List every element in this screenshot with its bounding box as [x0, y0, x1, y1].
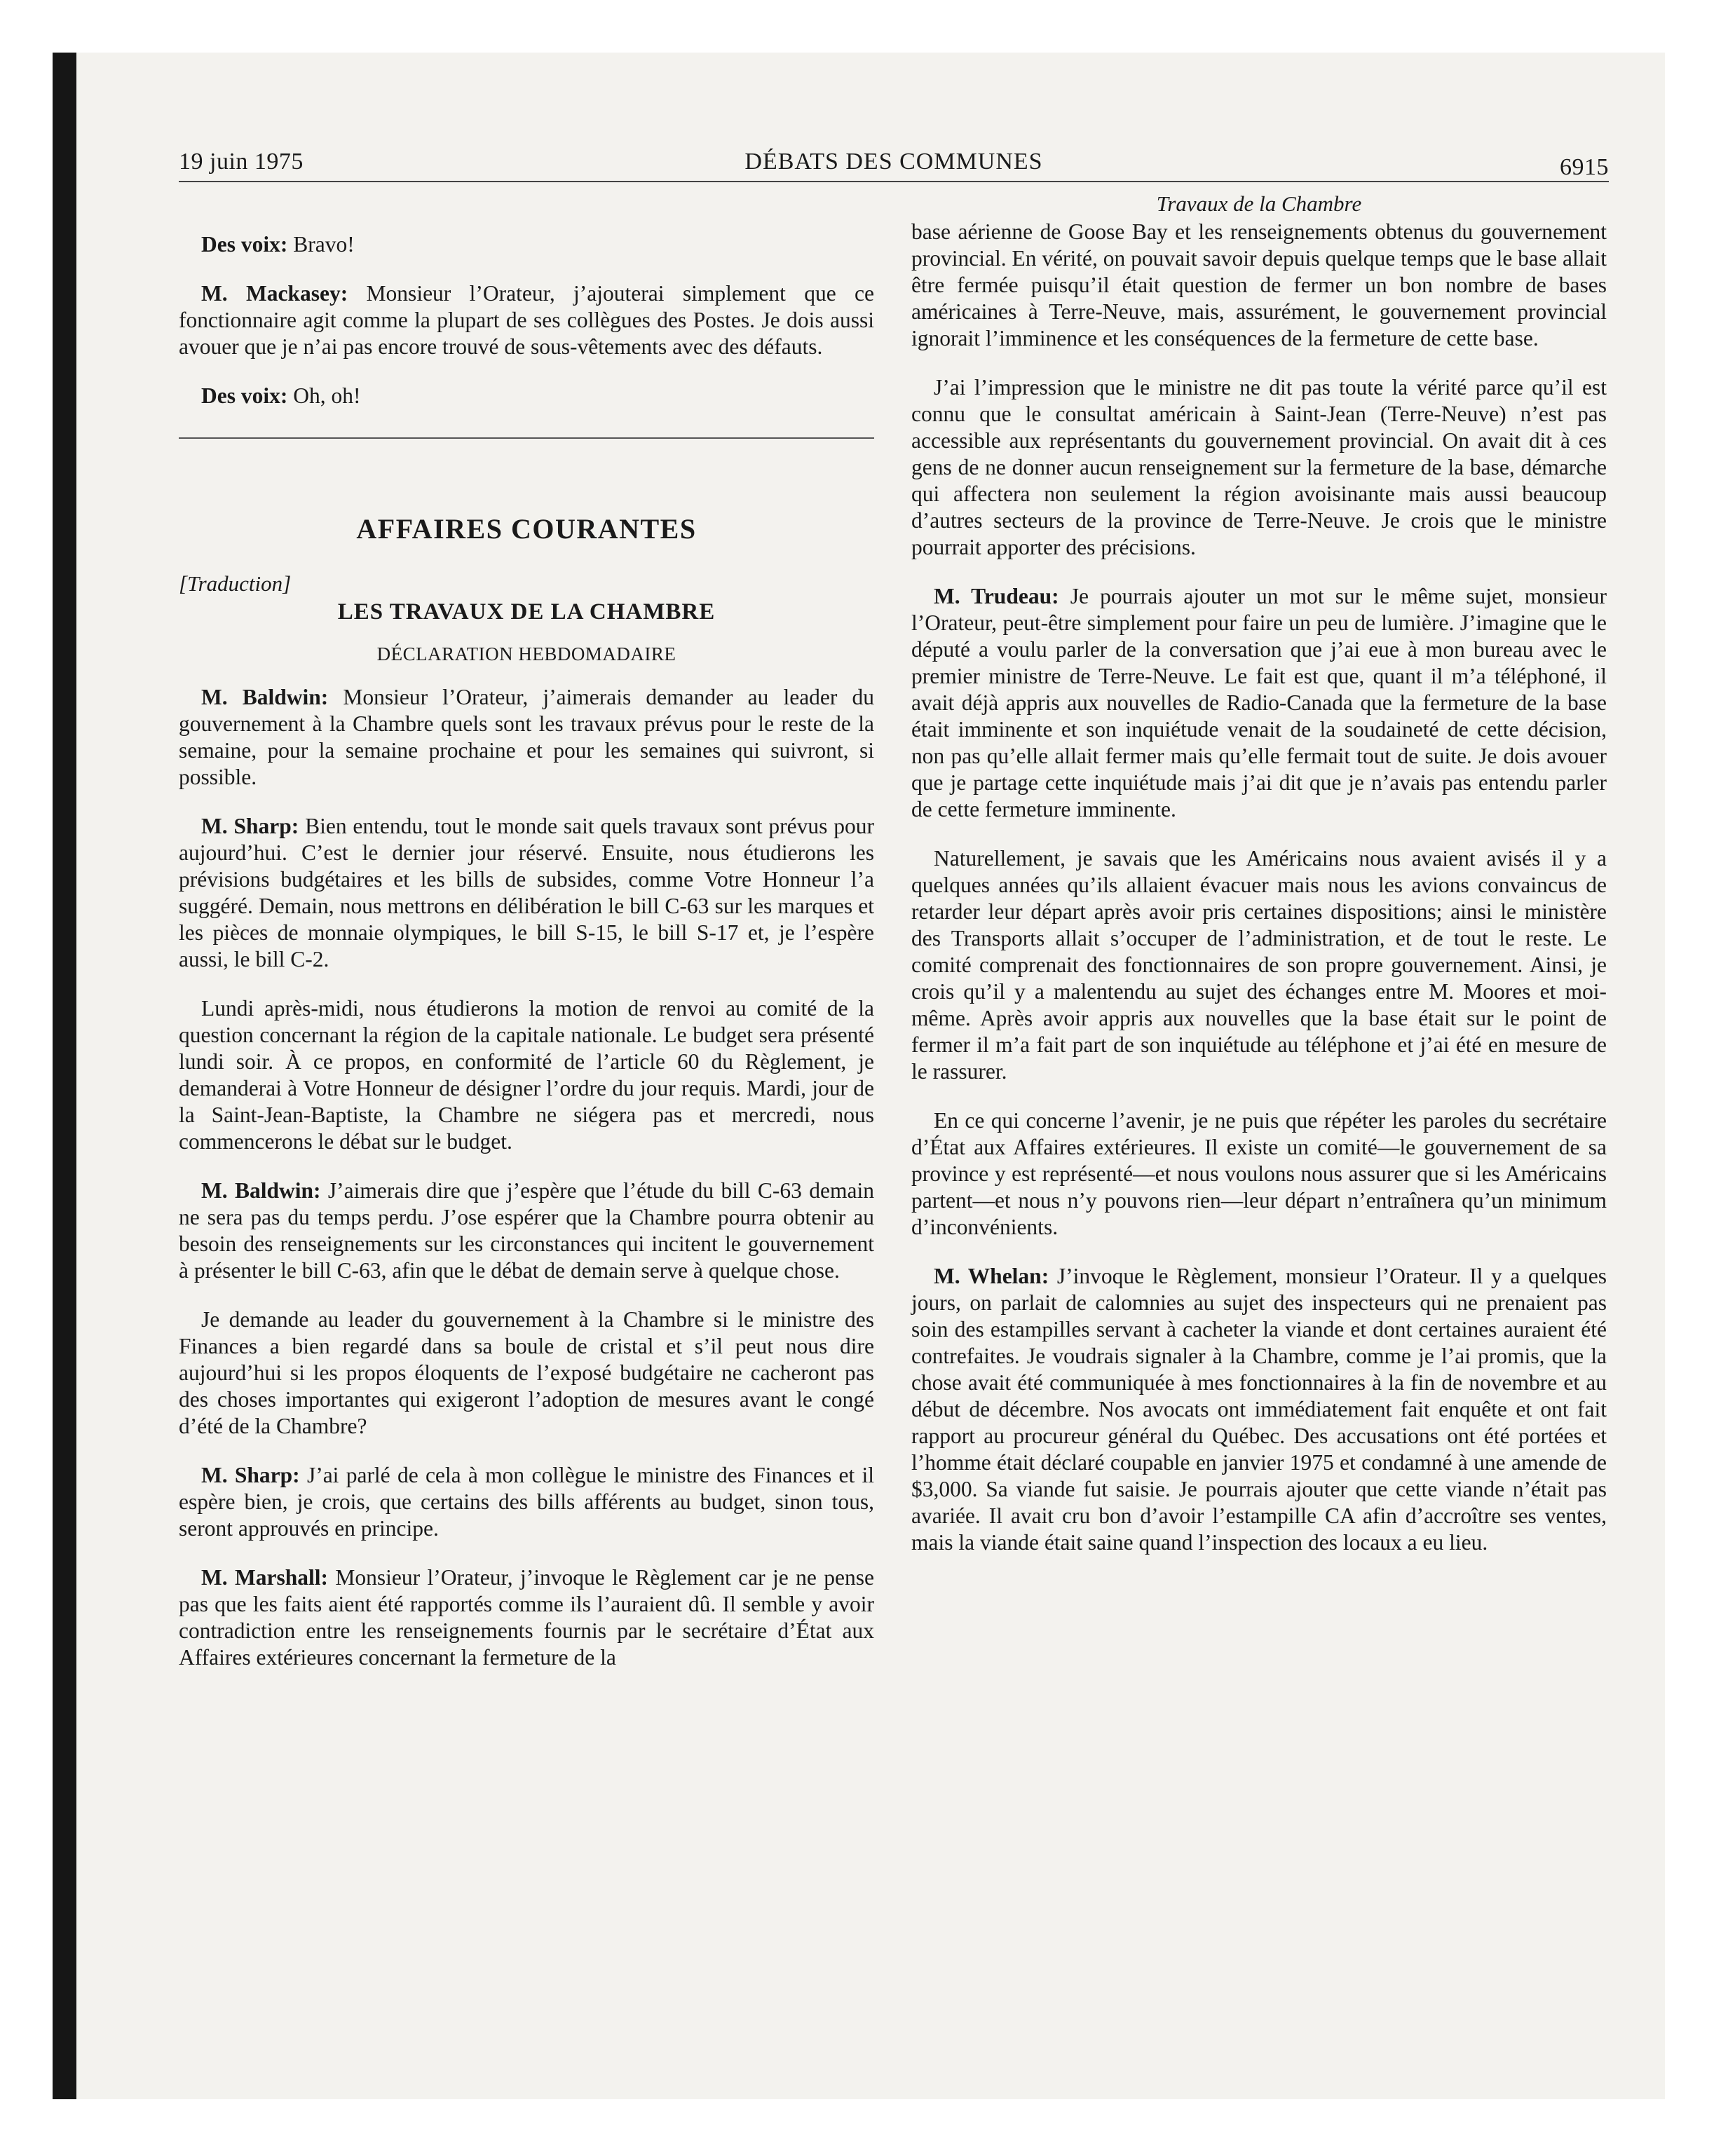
paragraph: base aérienne de Goose Bay et les renseignements obtenus du gouvernement provincial. En vérité, on pouvait savoir depuis quelque temps que le base allait être fermée puisqu’il était question de fermer un bon nombre de bases américaines à Terre-Neuve, mais, assurément, le gouvernement provincial ignorait l’imminence et les conséquences de la fermeture de cette base. — [911, 219, 1607, 350]
paragraph: Naturellement, je savais que les Américains nous avaient avisés il y a quelques années qu’ils allaient évacuer mais nous les avions convaincus de retarder leur départ après avoir pris certaines dispositions; ainsi le ministère des Transports allait s’occuper de l’administration, et de tout le reste. Le comité comprenait des fonctionnaires de son propre gouvernement. Ainsi, je crois qu’il y a malentendu au sujet des échanges entre M. Moores et moi-même. Après avoir appris aux nouvelles que la base était sur le point de fermer il m’a fait part de son inquiétude au téléphone et j’ai été en mesure de le rassurer. — [911, 846, 1607, 1084]
running-head: Travaux de la Chambre — [1156, 191, 1362, 216]
subsection-subtitle: DÉCLARATION HEBDOMADAIRE — [376, 643, 676, 664]
subsection-title: LES TRAVAUX DE LA CHAMBRE — [337, 599, 716, 625]
paragraph: J’ai l’impression que le ministre ne dit pas toute la vérité parce qu’il est connu que le consultat américain à Saint-Jean (Terre-Neuve) n’est pas accessible aux représentants du gouvernement provincial. On avait dit à ces gens de ne donner aucun renseignement sur la fermeture de la base, démarche qui affectera non seulement la région avoisinante mais aussi beaucoup d’autres secteurs de la province de Terre-Neuve. Je crois que le ministre pourrait apporter des précisions. — [911, 375, 1607, 559]
paragraph-text: Monsieur l’Orateur, j’invoque le Règlement car je ne pense pas que les faits aient été rapportés comme ils l’auraient dû. Il semble y avoir contradiction entre les renseignements fournis par le secrétaire d’État aux Affaires extérieures concernant la fermeture de la — [179, 1565, 874, 1670]
paragraph — [179, 1564, 874, 1671]
speaker-name: M. Sharp: — [201, 814, 299, 838]
section-divider — [179, 437, 874, 439]
paragraph — [179, 280, 874, 360]
paragraph — [179, 1462, 874, 1542]
paragraph-text: Oh, oh! — [287, 383, 361, 408]
paragraph-text: J’invoque le Règlement, monsieur l’Orateur. Il y a quelques jours, on parlait de calomnies au sujet des inspecteurs qui ne prenaient pas soin des estampilles servant à cacheter la viande et dont certaines auraient été contrefaites. Je voudrais signaler à la Chambre, comme je l’ai promis, que la chose avait été communiquée à mes fonctionnaires à la fin de novembre et au début de décembre. Nos avocats ont immédiatement fait enquête et ont fait rapport au procureur général du Québec. Des accusations ont été portées et l’homme était déclaré coupable en janvier 1975 et condamné à une amende de $3,000. Sa viande fut saisie. Je pourrais ajouter que cette viande n’était pas avariée. Il avait cru bon d’avoir l’estampille CA afin d’accroître ses ventes, mais la viande était saine quand l’inspection des locaux a eu lieu. — [911, 1264, 1607, 1555]
paragraph-text: Monsieur l’Orateur, j’ajouterai simplement que ce fonctionnaire agit comme la plupart de ses collègues des Postes. Je dois aussi avouer que je n’ai pas encore trouvé de sous-vêtements avec des défauts. — [179, 281, 874, 359]
speaker-name: M. Baldwin: — [201, 685, 329, 709]
header-date: 19 juin 1975 — [179, 149, 304, 175]
speaker-name: M. Marshall: — [201, 1565, 328, 1590]
paragraph — [179, 1178, 874, 1284]
scan-binding-edge — [53, 53, 76, 2099]
header-title: DÉBATS DES COMMUNES — [744, 149, 1043, 175]
traduction-note: [Traduction] — [179, 571, 292, 596]
page-header — [179, 139, 1609, 181]
paragraph — [179, 813, 874, 973]
paragraph: Lundi après-midi, nous étudierons la motion de renvoi au comité de la question concernant la région de la capitale nationale. Le budget sera présenté lundi soir. À ce propos, en conformité de l’article 60 du Règlement, je demanderai à Votre Honneur de désigner l’ordre du jour requis. Mardi, jour de la Saint-Jean-Baptiste, la Chambre ne siégera pas et mercredi, nous commencerons le débat sur le budget. — [179, 996, 874, 1154]
paragraph-text: J’aimerais dire que j’espère que l’étude du bill C-63 demain ne sera pas du temps perdu. J’ose espérer que la Chambre pourra obtenir au besoin des renseignements sur les circonstances qui incitent le gouvernement à présenter le bill C-63, afin que le débat de demain serve à quelque chose. — [179, 1178, 874, 1283]
paragraph — [911, 583, 1607, 823]
speaker-name: Des voix: — [201, 383, 288, 408]
paragraph-text: Bravo! — [287, 232, 355, 257]
paragraph — [179, 684, 874, 791]
speaker-name: M. Whelan: — [934, 1264, 1049, 1288]
right-column — [911, 191, 1607, 1556]
paragraph-text: J’ai parlé de cela à mon collègue le ministre des Finances et il espère bien, je crois, que certains des bills afférents au budget, sinon tous, seront approuvés en principe. — [179, 1463, 874, 1541]
paragraph — [179, 231, 874, 258]
paragraph: En ce qui concerne l’avenir, je ne puis que répéter les paroles du secrétaire d’État aux Affaires extérieures. Il existe un comité—le gouvernement de sa province y est représenté—et nous voulons nous assurer que si les Américains partent—et nous n’y pouvons rien—leur départ n’entraînera qu’un minimum d’inconvénients. — [911, 1108, 1607, 1239]
speaker-name: M. Trudeau: — [934, 584, 1059, 608]
paragraph — [179, 383, 874, 409]
paragraph-text: Je pourrais ajouter un mot sur le même sujet, monsieur l’Orateur, peut-être simplement pour faire un peu de lumière. J’imagine que le député a voulu parler de la conversation que j’ai eue à mon bureau avec le premier ministre de Terre-Neuve. Le fait est que, quant il m’a téléphoné, il avait déjà appris aux nouvelles de Radio-Canada que la fermeture de la base était imminente et son inquiétude venait de la soudaineté de cette décision, non pas qu’elle allait fermer mais qu’elle fermait tout de suite. Je dois avouer que je partage cette inquiétude mais j’ai dit que je n’avais pas entendu parler de cette fermeture imminente. — [911, 584, 1607, 821]
speaker-name: M. Mackasey: — [201, 281, 348, 306]
speaker-name: Des voix: — [201, 232, 288, 257]
paragraph-text: Monsieur l’Orateur, j’aimerais demander au leader du gouvernement à la Chambre quels sont les travaux prévus pour le reste de la semaine, pour la semaine prochaine et pour les semaines qui suivront, si possible. — [179, 685, 874, 789]
left-column — [179, 191, 874, 1671]
speaker-name: M. Sharp: — [201, 1463, 300, 1487]
header-rule — [179, 181, 1609, 182]
page-number: 6915 — [1560, 154, 1609, 180]
paragraph-text: Bien entendu, tout le monde sait quels travaux sont prévus pour aujourd’hui. C’est le dernier jour réservé. Ensuite, nous étudierons les prévisions budgétaires et les bills de subsides, comme Votre Honneur l’a suggéré. Demain, nous mettrons en délibération le bill C-63 sur les marques et les pièces de monnaie olympiques, le bill S-15, le bill S-17 et, je l’espère aussi, le bill C-2. — [179, 814, 874, 971]
speaker-name: M. Baldwin: — [201, 1178, 321, 1203]
paragraph — [911, 1263, 1607, 1556]
section-title: AFFAIRES COURANTES — [356, 513, 697, 545]
paragraph: Je demande au leader du gouvernement à la Chambre si le ministre des Finances a bien regardé dans sa boule de cristal et s’il peut nous dire aujourd’hui si les propos éloquents de l’exposé budgétaire ne cacheront pas des choses importantes qui exigeront l’adoption de mesures avant le congé d’été de la Chambre? — [179, 1307, 874, 1438]
